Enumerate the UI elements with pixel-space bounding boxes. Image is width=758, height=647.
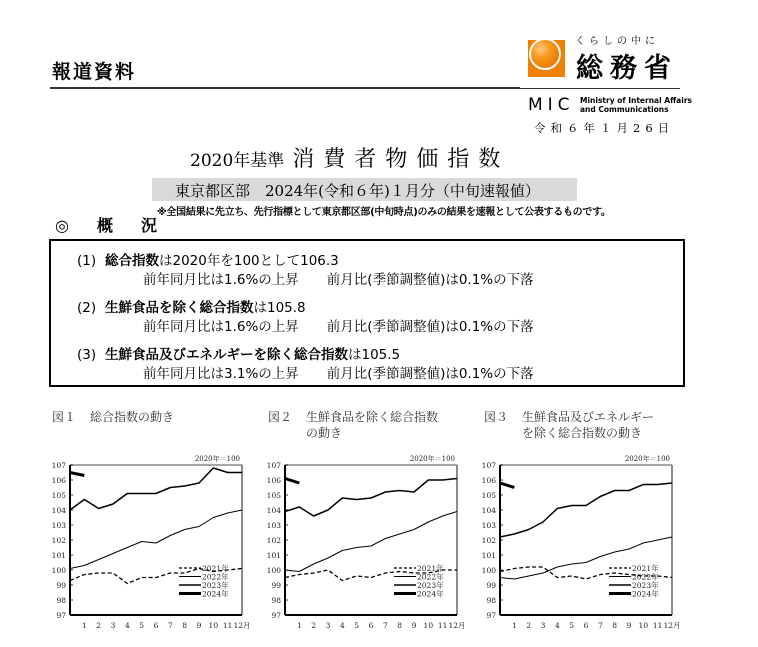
y-tick-label: 98 bbox=[56, 596, 66, 605]
y-tick-label: 101 bbox=[266, 551, 281, 560]
x-tick-label: 2 bbox=[96, 621, 102, 630]
x-tick-label: 12月 bbox=[233, 621, 251, 630]
x-tick-label: 5 bbox=[569, 621, 575, 630]
x-tick-label: 11 bbox=[437, 621, 448, 630]
mom-change: 前月比(季節調整値)は0.1%の下落 bbox=[326, 319, 534, 335]
y-tick-label: 100 bbox=[266, 566, 281, 575]
header-divider bbox=[50, 87, 520, 89]
page-title bbox=[190, 142, 509, 173]
x-tick-label: 7 bbox=[597, 621, 603, 630]
y-tick-label: 105 bbox=[266, 491, 281, 500]
release-note: ※全国結果に先立ち、先行指標として東京都区部(中旬時点)のみの結果を速報として公表するものです。 bbox=[157, 207, 611, 218]
y-tick-label: 103 bbox=[51, 521, 66, 530]
x-tick-label: 10 bbox=[208, 621, 219, 630]
legend-label: 2024年 bbox=[632, 589, 659, 599]
chart-base-note: 2020年＝100 bbox=[194, 455, 240, 463]
x-tick-label: 12月 bbox=[448, 621, 466, 630]
y-tick-label: 103 bbox=[481, 521, 496, 530]
x-tick-label: 5 bbox=[354, 621, 360, 630]
figure-1-title: 図１ 総合指数の動き bbox=[52, 410, 175, 424]
x-tick-label: 6 bbox=[368, 621, 374, 630]
legend-label: 2022年 bbox=[202, 572, 229, 582]
legend-label: 2023年 bbox=[202, 581, 229, 590]
y-tick-label: 97 bbox=[486, 611, 496, 620]
y-tick-label: 100 bbox=[51, 566, 66, 575]
y-tick-label: 101 bbox=[51, 551, 66, 560]
chart-figure-3 bbox=[470, 450, 690, 640]
mom-change: 前月比(季節調整値)は0.1%の下落 bbox=[326, 366, 534, 382]
overview-heading: ◎ 概 況 bbox=[55, 216, 163, 235]
summary-box bbox=[49, 239, 685, 387]
y-tick-label: 102 bbox=[481, 536, 496, 545]
ministry-english-name: Ministry of Internal Affairs and Communications bbox=[580, 96, 692, 114]
x-tick-label: 11 bbox=[222, 621, 233, 630]
index-name: 総合指数 bbox=[105, 253, 159, 269]
y-tick-label: 107 bbox=[481, 461, 496, 470]
yoy-change: 前年同月比は1.6%の上昇 bbox=[143, 319, 299, 335]
x-tick-label: 1 bbox=[511, 621, 517, 630]
legend-label: 2024年 bbox=[417, 589, 444, 599]
chart-base-note: 2020年＝100 bbox=[409, 455, 455, 463]
x-tick-label: 4 bbox=[124, 621, 130, 630]
chart-figure-2 bbox=[255, 450, 470, 640]
y-tick-label: 97 bbox=[56, 611, 66, 620]
x-tick-label: 4 bbox=[339, 621, 345, 630]
x-tick-label: 1 bbox=[296, 621, 302, 630]
ministry-abbreviation: MIC bbox=[528, 95, 575, 115]
x-tick-label: 8 bbox=[182, 621, 188, 630]
y-tick-label: 104 bbox=[266, 506, 281, 515]
summary-detail bbox=[143, 362, 534, 382]
summary-detail bbox=[143, 268, 534, 288]
legend-label: 2021年 bbox=[632, 564, 659, 573]
series-line-2022年 bbox=[285, 512, 457, 572]
y-tick-label: 99 bbox=[271, 581, 281, 590]
summary-item-2: (2) 生鮮食品を除く総合指数は105.8 前年同月比は1.6%の上昇 前月比(季節調整値)は0.1%の下落 bbox=[77, 300, 534, 335]
y-tick-label: 101 bbox=[481, 551, 496, 560]
x-tick-label: 1 bbox=[81, 621, 87, 630]
series-line-2023年 bbox=[285, 479, 457, 517]
y-tick-label: 102 bbox=[266, 536, 281, 545]
y-tick-label: 98 bbox=[271, 596, 281, 605]
y-tick-label: 106 bbox=[266, 476, 281, 485]
summary-detail bbox=[143, 315, 534, 335]
subtitle: 東京都区部 2024年(令和６年)１月分（中旬速報値） bbox=[175, 182, 540, 200]
figure-2-title: 図２ 生鮮食品を除く総合指数 の動き bbox=[268, 410, 439, 440]
y-tick-label: 99 bbox=[56, 581, 66, 590]
x-tick-label: 8 bbox=[612, 621, 618, 630]
x-tick-label: 5 bbox=[139, 621, 145, 630]
chart-base-note: 2020年＝100 bbox=[624, 455, 670, 463]
logo-tagline: くらしの中に bbox=[575, 36, 659, 47]
x-tick-label: 2 bbox=[311, 621, 317, 630]
y-tick-label: 103 bbox=[266, 521, 281, 530]
x-tick-label: 10 bbox=[423, 621, 434, 630]
x-tick-label: 10 bbox=[638, 621, 649, 630]
y-tick-label: 106 bbox=[481, 476, 496, 485]
logo-sphere-icon bbox=[529, 38, 561, 70]
y-tick-label: 104 bbox=[481, 506, 496, 515]
x-tick-label: 2 bbox=[526, 621, 532, 630]
figure-3-title: 図３ 生鮮食品及びエネルギー を除く総合指数の動き bbox=[484, 410, 655, 440]
index-name: 生鮮食品を除く総合指数 bbox=[105, 300, 254, 316]
y-tick-label: 100 bbox=[481, 566, 496, 575]
y-tick-label: 105 bbox=[481, 491, 496, 500]
y-tick-label: 97 bbox=[271, 611, 281, 620]
document-type-label: 報道資料 bbox=[52, 61, 137, 83]
y-tick-label: 107 bbox=[51, 461, 66, 470]
x-tick-label: 11 bbox=[652, 621, 663, 630]
legend-label: 2024年 bbox=[202, 589, 229, 599]
title-base-year: 2020年基準 bbox=[190, 151, 285, 171]
legend-label: 2022年 bbox=[417, 572, 444, 582]
x-tick-label: 3 bbox=[325, 621, 331, 630]
series-line-2024年 bbox=[285, 479, 299, 484]
x-tick-label: 4 bbox=[554, 621, 560, 630]
series-line-2024年 bbox=[70, 473, 84, 476]
x-tick-label: 8 bbox=[397, 621, 403, 630]
x-tick-label: 9 bbox=[626, 621, 632, 630]
legend-label: 2023年 bbox=[632, 581, 659, 590]
summary-item-3: (3) 生鮮食品及びエネルギーを除く総合指数は105.5 前年同月比は3.1%の上昇 前月比(季節調整値)は0.1%の下落 bbox=[77, 347, 534, 382]
series-line-2022年 bbox=[70, 510, 242, 569]
y-tick-label: 106 bbox=[51, 476, 66, 485]
yoy-change: 前年同月比は3.1%の上昇 bbox=[143, 366, 299, 382]
series-line-2023年 bbox=[500, 483, 672, 537]
y-tick-label: 102 bbox=[51, 536, 66, 545]
yoy-change: 前年同月比は1.6%の上昇 bbox=[143, 272, 299, 288]
y-tick-label: 104 bbox=[51, 506, 66, 515]
series-line-2024年 bbox=[500, 483, 514, 488]
legend-label: 2022年 bbox=[632, 572, 659, 582]
x-tick-label: 9 bbox=[411, 621, 417, 630]
title-main: 消費者物価指数 bbox=[292, 147, 510, 172]
legend-label: 2021年 bbox=[202, 564, 229, 573]
legend-label: 2021年 bbox=[417, 564, 444, 573]
release-date: 令和６年１月26日 bbox=[534, 121, 675, 135]
summary-item-1: (1) 総合指数は2020年を100として106.3 前年同月比は1.6%の上昇 前月比(季節調整値)は0.1%の下落 bbox=[77, 253, 534, 288]
y-tick-label: 107 bbox=[266, 461, 281, 470]
series-line-2023年 bbox=[70, 468, 242, 510]
chart-figure-1 bbox=[40, 450, 255, 640]
x-tick-label: 7 bbox=[167, 621, 173, 630]
x-tick-label: 6 bbox=[153, 621, 159, 630]
y-tick-label: 98 bbox=[486, 596, 496, 605]
index-name: 生鮮食品及びエネルギーを除く総合指数 bbox=[105, 347, 348, 363]
logo-divider bbox=[500, 88, 680, 89]
x-tick-label: 3 bbox=[110, 621, 116, 630]
x-tick-label: 6 bbox=[583, 621, 589, 630]
x-tick-label: 9 bbox=[196, 621, 202, 630]
y-tick-label: 105 bbox=[51, 491, 66, 500]
x-tick-label: 7 bbox=[382, 621, 388, 630]
y-tick-label: 99 bbox=[486, 581, 496, 590]
ministry-name: 総務省 bbox=[576, 53, 678, 84]
x-tick-label: 12月 bbox=[663, 621, 681, 630]
x-tick-label: 3 bbox=[540, 621, 546, 630]
mom-change: 前月比(季節調整値)は0.1%の下落 bbox=[326, 272, 534, 288]
legend-label: 2023年 bbox=[417, 581, 444, 590]
